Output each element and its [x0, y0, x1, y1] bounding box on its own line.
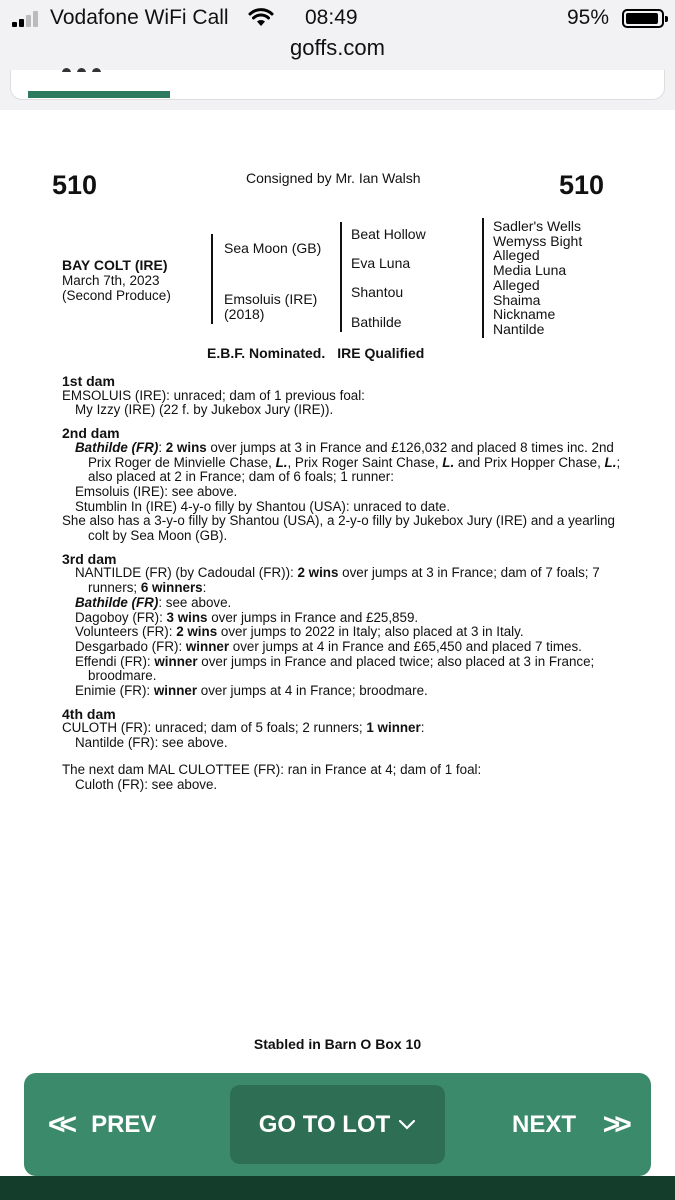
consignor: Consigned by Mr. Ian Walsh: [246, 170, 421, 186]
pedigree-gen3: Eva Luna: [351, 255, 411, 271]
chevron-down-icon: [398, 1119, 416, 1131]
produce-line: She also has a 3-y-o filly by Shantou (USA), a 2-y-o filly by Jukebox Jury (IRE) and a yearling colt by Sea Moon (GB).: [62, 513, 615, 544]
pedigree-gen4-item: Nickname: [493, 306, 556, 323]
produce-line: My Izzy (IRE) (22 f. by Jukebox Jury (IRE)).: [75, 402, 334, 418]
prev-label: PREV: [91, 1111, 157, 1138]
pedigree-gen3: Shantou: [351, 284, 404, 300]
ire-qualified: IRE Qualified: [337, 345, 425, 361]
produce-line: Emsoluis (IRE): see above.: [75, 483, 238, 499]
horse-info: [62, 258, 171, 303]
pedigree-gen4-item: Alleged: [493, 276, 540, 293]
horse-produce: (Second Produce): [62, 288, 171, 303]
produce-line: Bathilde (FR): see above.: [75, 594, 232, 610]
produce-line: Effendi (FR): winner over jumps in France and placed twice; also placed at 3 in France; broodmare.: [75, 653, 595, 684]
pedigree-gen4-item: Wemyss Bight: [493, 232, 583, 249]
produce-line: Enimie (FR): winner over jumps at 4 in France; broodmare.: [75, 683, 428, 699]
battery-percent: 95%: [567, 6, 610, 29]
section-heading: 1st dam: [62, 373, 115, 389]
catalogue-text: [62, 374, 622, 792]
next-button[interactable]: [512, 1108, 626, 1142]
carrier-name: Vodafone WiFi Call: [50, 6, 229, 29]
produce-line: Culoth (FR): see above.: [75, 776, 218, 792]
pedigree-line: [340, 222, 342, 332]
pedigree-gen4: [493, 219, 582, 337]
lot-number-right: 510: [559, 170, 605, 200]
double-chevron-right-icon: >>: [602, 1108, 626, 1141]
url-bar[interactable]: goffs.com: [290, 35, 385, 60]
footer-strip: [0, 1176, 675, 1200]
pedigree-gen3: Bathilde: [351, 314, 402, 330]
produce-line: Dagoboy (FR): 3 wins over jumps in France and £25,859.: [75, 609, 419, 625]
tab-label-cutoff: [62, 64, 117, 72]
produce-line: Nantilde (FR): see above.: [75, 735, 228, 751]
go-to-lot-label: GO TO LOT: [258, 1110, 391, 1138]
dam-line: NANTILDE (FR) (by Cadoudal (FR)): 2 wins over jumps at 3 in France; dam of 7 foals; 7 runners; 6 winners:: [75, 565, 600, 596]
go-to-lot-button[interactable]: [230, 1085, 445, 1164]
clock: 08:49: [305, 6, 358, 29]
prev-button[interactable]: [48, 1108, 156, 1142]
status-bar: [0, 0, 675, 60]
pedigree-gen3: Beat Hollow: [351, 226, 426, 242]
lot-number-left: 510: [52, 170, 98, 200]
pedigree-gen4-item: Media Luna: [493, 262, 567, 279]
horse-dob: March 7th, 2023: [62, 273, 160, 288]
dam-year: (2018): [224, 306, 265, 322]
section-heading: 3rd dam: [62, 550, 117, 567]
pedigree-gen4-item: Shaima: [493, 291, 541, 308]
battery-icon: [622, 9, 664, 28]
section-heading: 2nd dam: [62, 425, 120, 442]
signal-icon: [12, 9, 42, 27]
pedigree-gen4-item: Alleged: [493, 247, 540, 264]
produce-line: Desgarbado (FR): winner over jumps at 4 in France and £65,450 and placed 7 times.: [75, 638, 582, 654]
next-label: NEXT: [512, 1111, 577, 1138]
double-chevron-left-icon: <<: [48, 1108, 72, 1141]
pedigree-line: [211, 234, 213, 324]
horse-name: BAY COLT (IRE): [62, 257, 168, 273]
ebf-nominated: E.B.F. Nominated.: [207, 345, 326, 361]
active-tab-indicator: [28, 91, 170, 98]
pedigree-line: [482, 218, 484, 338]
wifi-icon: [248, 7, 274, 27]
qualifiers: [207, 345, 424, 361]
pedigree-gen4-item: Sadler's Wells: [493, 218, 581, 234]
pedigree-gen4-item: Nantilde: [493, 320, 545, 337]
produce-line: Volunteers (FR): 2 wins over jumps to 2022 in Italy; also placed at 3 in Italy.: [75, 624, 524, 640]
dam-line: Bathilde (FR): 2 wins over jumps at 3 in France and £126,032 and placed 8 times inc. 2nd Prix Roger de Minvielle Chase, L., Prix Roger Saint Chase, L. and Prix Hopper Chase, L.; also placed at 2 in France; dam of 6 foals; 1 runner:: [75, 439, 621, 485]
stabled-location: Stabled in Barn O Box 10: [253, 1036, 422, 1052]
section-heading: 4th dam: [62, 705, 116, 722]
dam-line: EMSOLUIS (IRE): unraced; dam of 1 previous foal:: [62, 387, 365, 403]
next-dam-line: The next dam MAL CULOTTEE (FR): ran in France at 4; dam of 1 foal:: [62, 761, 482, 777]
produce-line: Stumblin In (IRE) 4-y-o filly by Shantou (USA): unraced to date.: [75, 498, 451, 514]
dam-line: CULOTH (FR): unraced; dam of 5 foals; 2 runners; 1 winner:: [62, 720, 425, 736]
sire: Sea Moon (GB): [224, 240, 322, 256]
dam: Emsoluis (IRE): [224, 291, 318, 307]
